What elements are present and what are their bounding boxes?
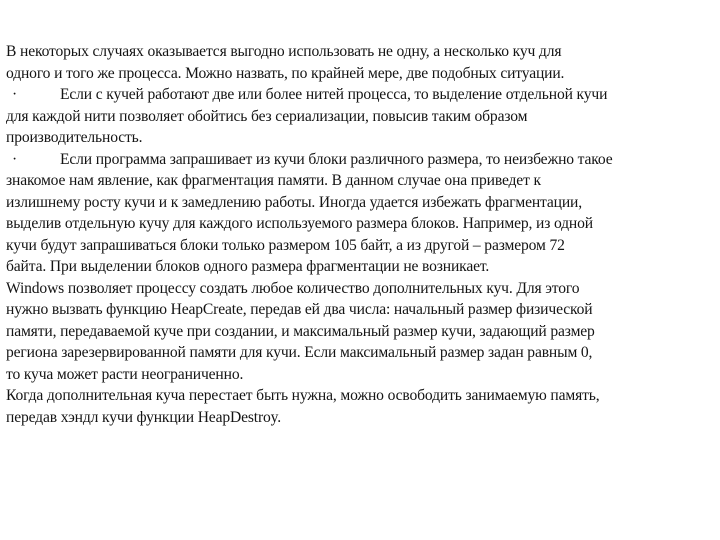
text-line: региона зарезервированной памяти для кучи. Если максимальный размер задан равным 0,: [6, 344, 593, 361]
paragraph-heaps-intro: [6, 41, 716, 84]
text-line: то куча может расти неограниченно.: [6, 365, 244, 383]
text-line: Windows позволяет процессу создать любое количество дополнительных куч. Для этого: [6, 279, 580, 297]
text-line: передав хэндл кучи функции HeapDestroy.: [6, 408, 282, 426]
text-line: Если с кучей работают две или более нитей процесса, то выделение отдельной кучи: [60, 86, 608, 103]
text-line: выделив отдельную кучу для каждого используемого размера блоков. Например, из одной: [6, 215, 593, 232]
text-line: В некоторых случаях оказывается выгодно использовать не одну, а несколько куч для: [6, 43, 562, 60]
document-text: [6, 41, 716, 428]
text-line: Если программа запрашивает из кучи блоки различного размера, то неизбежно такое: [60, 150, 613, 168]
text-line: байта. При выделении блоков одного размера фрагментации не возникает.: [6, 258, 490, 275]
bullet-item-fragmentation: [6, 149, 716, 278]
text-line: кучи будут запрашиваться блоки только размером 105 байт, а из другой – размером 72: [6, 236, 565, 254]
paragraph-heapdestroy: [6, 385, 716, 428]
text-line: памяти, передаваемой куче при создании, и максимальный размер кучи, задающий размер: [6, 322, 595, 340]
bullet-line: [6, 84, 716, 106]
text-line: Когда дополнительная куча перестает быть нужна, можно освободить занимаемую память,: [6, 387, 600, 404]
bullet-marker: ·: [12, 150, 18, 168]
bullet-line: [6, 149, 716, 171]
paragraph-heapcreate: [6, 278, 716, 386]
bullet-item-threads: [6, 84, 716, 149]
text-line: знакомое нам явление, как фрагментация памяти. В данном случае она приведет к: [6, 172, 541, 189]
text-line: для каждой нити позволяет обойтись без сериализации, повысив таким образом: [6, 107, 528, 125]
text-line: одного и того же процесса. Можно назвать, по крайней мере, две подобных ситуации.: [6, 64, 565, 82]
text-line: излишнему росту кучи и к замедлению работы. Иногда удается избежать фрагментации,: [6, 193, 582, 211]
bullet-marker: ·: [12, 86, 18, 103]
text-line: производительность.: [6, 129, 143, 146]
text-line: нужно вызвать функцию HeapCreate, передав ей два числа: начальный размер физической: [6, 301, 593, 318]
